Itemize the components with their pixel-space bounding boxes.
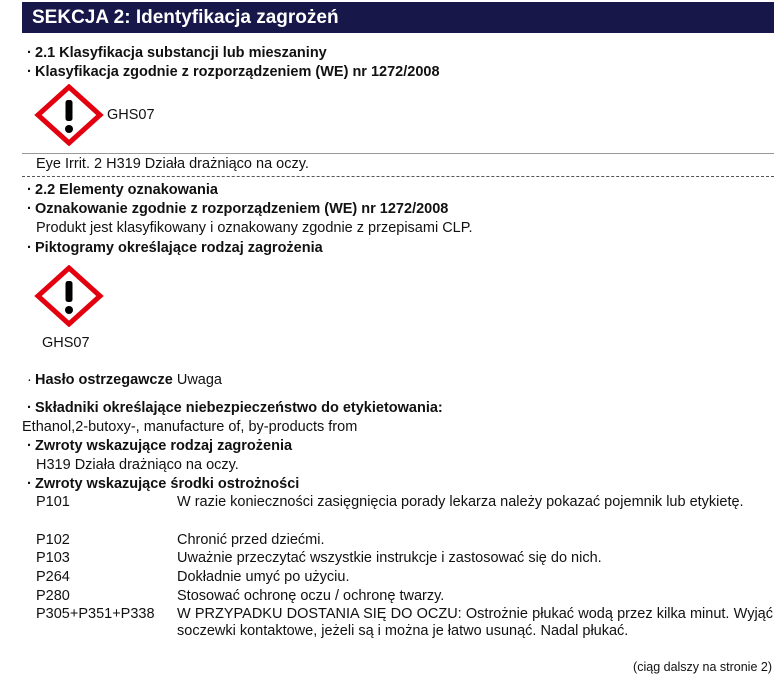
bullet: · (27, 201, 32, 217)
section-header: SEKCJA 2: Identyfikacja zagrożeń (22, 2, 774, 33)
bullet: · (27, 64, 32, 80)
precaution-code: P264 (36, 569, 70, 585)
s21-pictogram-code: GHS07 (107, 107, 155, 123)
s21-classification-row (27, 64, 440, 81)
divider (22, 153, 774, 154)
hazard-heading: Zwroty wskazujące rodzaj zagrożenia (35, 438, 293, 454)
bullet: · (27, 476, 32, 492)
s22-pictograms-row (27, 240, 323, 257)
bullet: · (27, 438, 32, 454)
precaution-text: Uważnie przeczytać wszystkie instrukcje i zastosować się do nich. (177, 550, 602, 566)
hazard-row (27, 438, 292, 455)
s22-labelling-row (27, 201, 448, 218)
section-divider (22, 176, 774, 177)
signal-word-label: Hasło ostrzegawcze (35, 372, 173, 388)
s22-labelling-heading: Oznakowanie zgodnie z rozporządzeniem (WE) nr 1272/2008 (35, 201, 449, 217)
precaution-row (27, 476, 299, 493)
precaution-text: Dokładnie umyć po użyciu. (177, 569, 350, 585)
precaution-text: W PRZYPADKU DOSTANIA SIĘ DO OCZU: Ostrożnie płukać wodą przez kilka minut. Wyjąć soczewki kontaktowe, jeżeli są i można je łatwo usunąć. Nadal płukać. (177, 606, 773, 639)
s21-classification-text: Eye Irrit. 2 H319 Działa drażniąco na oczy. (36, 156, 309, 172)
s22-pictograms-heading: Piktogramy określające rodzaj zagrożenia (35, 240, 323, 256)
precaution-text: Stosować ochronę oczu / ochronę twarzy. (177, 588, 445, 604)
precaution-text: Chronić przed dziećmi. (177, 532, 325, 548)
precaution-code: P305+P351+P338 (36, 606, 155, 622)
components-row (27, 400, 443, 417)
bullet: · (27, 400, 32, 416)
bullet: · (27, 182, 32, 198)
continuation-note: (ciąg dalszy na stronie 2) (633, 660, 772, 674)
bullet: · (27, 372, 32, 388)
precaution-code: P280 (36, 588, 70, 604)
s21-heading-row (27, 45, 327, 62)
s22-heading-row (27, 182, 218, 199)
hazard-text: H319 Działa drażniąco na oczy. (36, 457, 239, 473)
ghs07-exclamation-icon (34, 265, 104, 327)
precaution-text: W razie konieczności zasięgnięcia porady lekarza należy pokazać pojemnik lub etykietę. (177, 494, 744, 510)
s22-pictogram-code: GHS07 (42, 335, 90, 351)
signal-word-row (27, 372, 222, 389)
precaution-code: P103 (36, 550, 70, 566)
precaution-code: P102 (36, 532, 70, 548)
precaution-code: P101 (36, 494, 70, 510)
components-heading: Składniki określające niebezpieczeństwo do etykietowania: (35, 400, 443, 416)
precaution-heading: Zwroty wskazujące środki ostrożności (35, 476, 300, 492)
signal-word-value: Uwaga (176, 372, 222, 388)
s21-classification-heading: Klasyfikacja zgodnie z rozporządzeniem (WE) nr 1272/2008 (35, 64, 440, 80)
bullet: · (27, 240, 32, 256)
s21-heading: 2.1 Klasyfikacja substancji lub mieszaniny (35, 45, 327, 61)
s22-heading: 2.2 Elementy oznakowania (35, 182, 218, 198)
s22-labelling-text: Produkt jest klasyfikowany i oznakowany zgodnie z przepisami CLP. (36, 220, 473, 236)
bullet: · (27, 45, 32, 61)
components-text: Ethanol,2-butoxy-, manufacture of, by-products from (22, 419, 358, 435)
ghs07-exclamation-icon (34, 84, 104, 146)
